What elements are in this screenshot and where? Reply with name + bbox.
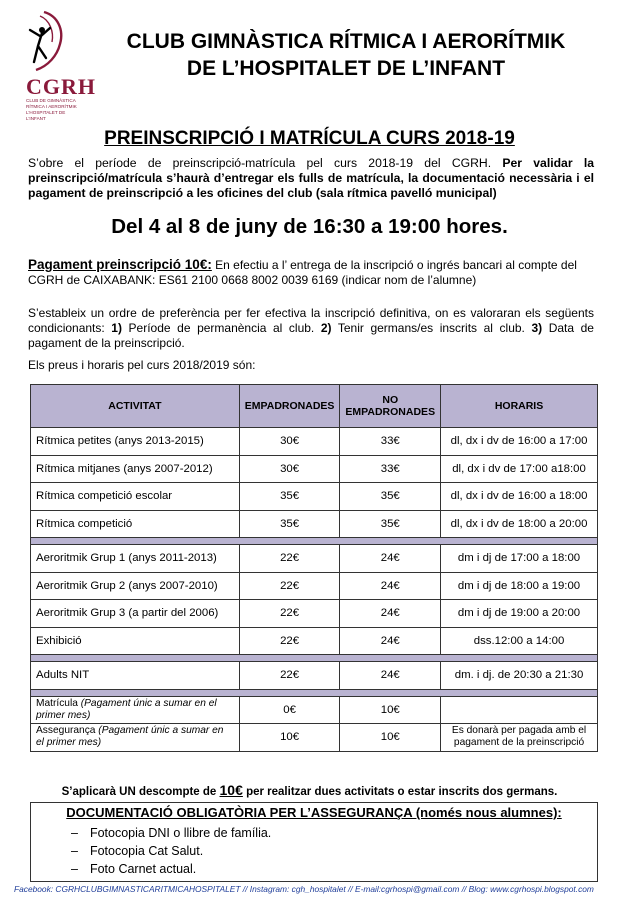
price-cell: 33€ bbox=[340, 455, 441, 483]
schedule-cell: dl, dx i dv de 16:00 a 18:00 bbox=[441, 483, 598, 511]
column-header: NO EMPADRONADES bbox=[340, 385, 441, 428]
logo-line: L'HOSPITALET DE L'INFANT bbox=[26, 110, 66, 121]
schedule-cell: dl, dx i dv de 18:00 a 20:00 bbox=[441, 510, 598, 538]
preference-text: Data de pagament de la preinscripció. bbox=[28, 321, 594, 350]
club-title-line: DE L’HOSPITALET DE L’INFANT bbox=[186, 57, 506, 80]
column-header: EMPADRONADES bbox=[239, 385, 340, 428]
preference-text: S’estableix un ordre de preferència per fer efectiva la inscripció definitiva, on es valoraran els següents condicionants: bbox=[28, 306, 594, 335]
preference-text: Tenir germans/es inscrits al club. bbox=[331, 321, 532, 335]
club-logo bbox=[10, 8, 96, 121]
required-documents-box bbox=[30, 802, 598, 882]
preference-number: 1) bbox=[111, 321, 122, 335]
price-cell: 0€ bbox=[239, 696, 340, 724]
prices-intro: Els preus i horaris pel curs 2018/2019 són: bbox=[28, 358, 256, 372]
logo-line: CLUB DE GIMNÀSTICA bbox=[26, 98, 76, 103]
table-row bbox=[31, 600, 598, 628]
table-separator bbox=[31, 538, 598, 545]
payment-paragraph bbox=[28, 257, 594, 288]
payment-text: En efectiu a l’ entrega de la inscripció o ingrés bancari al compte del CGRH de CAIXABANK: ES61 2100 0668 8002 0039 6169 (indicar nom de l’alumne) bbox=[28, 258, 577, 287]
price-cell: 30€ bbox=[239, 428, 340, 456]
activity-cell bbox=[31, 724, 240, 752]
fee-note: (Pagament únic a sumar en el primer mes) bbox=[36, 725, 224, 749]
list-item: – Foto Carnet actual. bbox=[71, 860, 597, 878]
table-row bbox=[31, 662, 598, 690]
price-cell: 22€ bbox=[239, 545, 340, 573]
activity-cell: Rítmica petites (anys 2013-2015) bbox=[31, 428, 240, 456]
schedule-cell: dm i dj de 17:00 a 18:00 bbox=[441, 545, 598, 573]
schedule-cell: dl, dx i dv de 17:00 a18:00 bbox=[441, 455, 598, 483]
club-title-line: CLUB GIMNÀSTICA RÍTMICA I AERORÍTMIK bbox=[126, 30, 566, 53]
price-cell: 10€ bbox=[340, 696, 441, 724]
discount-note bbox=[0, 782, 619, 798]
schedule-cell: dl, dx i dv de 16:00 a 17:00 bbox=[441, 428, 598, 456]
intro-text: S’obre el període de preinscripció-matrícula pel curs 2018-19 del CGRH. bbox=[28, 156, 503, 170]
price-cell: 24€ bbox=[340, 545, 441, 573]
price-cell: 35€ bbox=[239, 483, 340, 511]
discount-text: S’aplicarà UN descompte de bbox=[61, 786, 220, 798]
intro-paragraph bbox=[28, 156, 594, 201]
activity-cell: Rítmica competició escolar bbox=[31, 483, 240, 511]
activity-cell: Rítmica competició bbox=[31, 510, 240, 538]
table-row bbox=[31, 724, 598, 752]
registration-dates: Del 4 al 8 de juny de 16:30 a 19:00 hores. bbox=[111, 215, 508, 238]
table-row bbox=[31, 696, 598, 724]
price-cell: 22€ bbox=[239, 662, 340, 690]
price-cell: 22€ bbox=[239, 572, 340, 600]
fee-label: Matrícula bbox=[36, 697, 81, 709]
separator-cell bbox=[31, 538, 598, 545]
column-header: ACTIVITAT bbox=[31, 385, 240, 428]
table-separator bbox=[31, 655, 598, 662]
contact-footer: Facebook: CGRHCLUBGIMNASTICARITMICAHOSPITALET // Instagram: cgh_hospitalet // E-mail:cgrhospi@gmail.com // Blog: www.cgrhospi.blogspot.com bbox=[14, 884, 594, 894]
discount-text: per realitzar dues activitats o estar inscrits dos germans. bbox=[242, 786, 558, 798]
fee-note: (Pagament únic a sumar en el primer mes) bbox=[36, 697, 217, 721]
fee-label: Assegurança bbox=[36, 725, 99, 737]
table-row bbox=[31, 627, 598, 655]
activity-cell: Rítmica mitjanes (anys 2007-2012) bbox=[31, 455, 240, 483]
discount-amount: 10€ bbox=[219, 782, 243, 798]
schedule-cell: dm i dj de 18:00 a 19:00 bbox=[441, 572, 598, 600]
price-cell: 35€ bbox=[239, 510, 340, 538]
schedule-cell: dss.12:00 a 14:00 bbox=[441, 627, 598, 655]
club-title bbox=[96, 28, 596, 82]
price-cell: 24€ bbox=[340, 572, 441, 600]
activity-cell: Aeroritmik Grup 1 (anys 2011-2013) bbox=[31, 545, 240, 573]
price-cell: 33€ bbox=[340, 428, 441, 456]
logo-line: RÍTMICA I AERORÍTMIK bbox=[26, 104, 77, 109]
schedule-cell bbox=[441, 696, 598, 724]
table-separator bbox=[31, 689, 598, 696]
price-cell: 22€ bbox=[239, 627, 340, 655]
activity-cell bbox=[31, 696, 240, 724]
preference-number: 2) bbox=[320, 321, 332, 335]
schedule-cell: Es donarà per pagada amb el pagament de la preinscripció bbox=[441, 724, 598, 752]
price-cell: 24€ bbox=[340, 600, 441, 628]
activity-cell: Aeroritmik Grup 2 (anys 2007-2010) bbox=[31, 572, 240, 600]
schedule-cell: dm. i dj. de 20:30 a 21:30 bbox=[441, 662, 598, 690]
price-cell: 30€ bbox=[239, 455, 340, 483]
logo-abbreviation: CGRH bbox=[26, 74, 96, 99]
table-row bbox=[31, 428, 598, 456]
required-documents-title: DOCUMENTACIÓ OBLIGATÒRIA PER L’ASSEGURANÇA (només nous alumnes): bbox=[66, 805, 562, 820]
price-cell: 24€ bbox=[340, 662, 441, 690]
preference-text: Període de permanència al club. bbox=[121, 321, 321, 335]
list-item: – Fotocopia Cat Salut. bbox=[71, 842, 597, 860]
section-title: PREINSCRIPCIÓ I MATRÍCULA CURS 2018-19 bbox=[104, 128, 515, 149]
price-cell: 35€ bbox=[340, 510, 441, 538]
gymnast-icon bbox=[14, 8, 70, 74]
table-header-row bbox=[31, 385, 598, 428]
required-documents-list bbox=[71, 824, 597, 878]
intro-bold-text: Per validar la preinscripció/matrícula s’haurà d’entregar els fulls de matrícula, la documentació necessària i el pagament de preinscripció a les oficines del club (sala rítmica pavelló municipal) bbox=[28, 156, 594, 200]
price-cell: 22€ bbox=[239, 600, 340, 628]
price-cell: 24€ bbox=[340, 627, 441, 655]
payment-label: Pagament preinscripció 10€: bbox=[28, 257, 212, 272]
price-cell: 10€ bbox=[340, 724, 441, 752]
price-cell: 10€ bbox=[239, 724, 340, 752]
list-item: – Fotocopia DNI o llibre de família. bbox=[71, 824, 597, 842]
table-row bbox=[31, 572, 598, 600]
table-row bbox=[31, 545, 598, 573]
column-header: HORARIS bbox=[441, 385, 598, 428]
schedule-cell: dm i dj de 19:00 a 20:00 bbox=[441, 600, 598, 628]
activity-cell: Adults NIT bbox=[31, 662, 240, 690]
separator-cell bbox=[31, 689, 598, 696]
preference-number: 3) bbox=[531, 321, 543, 335]
activity-cell: Aeroritmik Grup 3 (a partir del 2006) bbox=[31, 600, 240, 628]
table-row bbox=[31, 510, 598, 538]
preference-paragraph bbox=[28, 306, 594, 351]
table-row bbox=[31, 483, 598, 511]
prices-table bbox=[30, 384, 598, 752]
activity-cell: Exhibició bbox=[31, 627, 240, 655]
separator-cell bbox=[31, 655, 598, 662]
price-cell: 35€ bbox=[340, 483, 441, 511]
table-row bbox=[31, 455, 598, 483]
